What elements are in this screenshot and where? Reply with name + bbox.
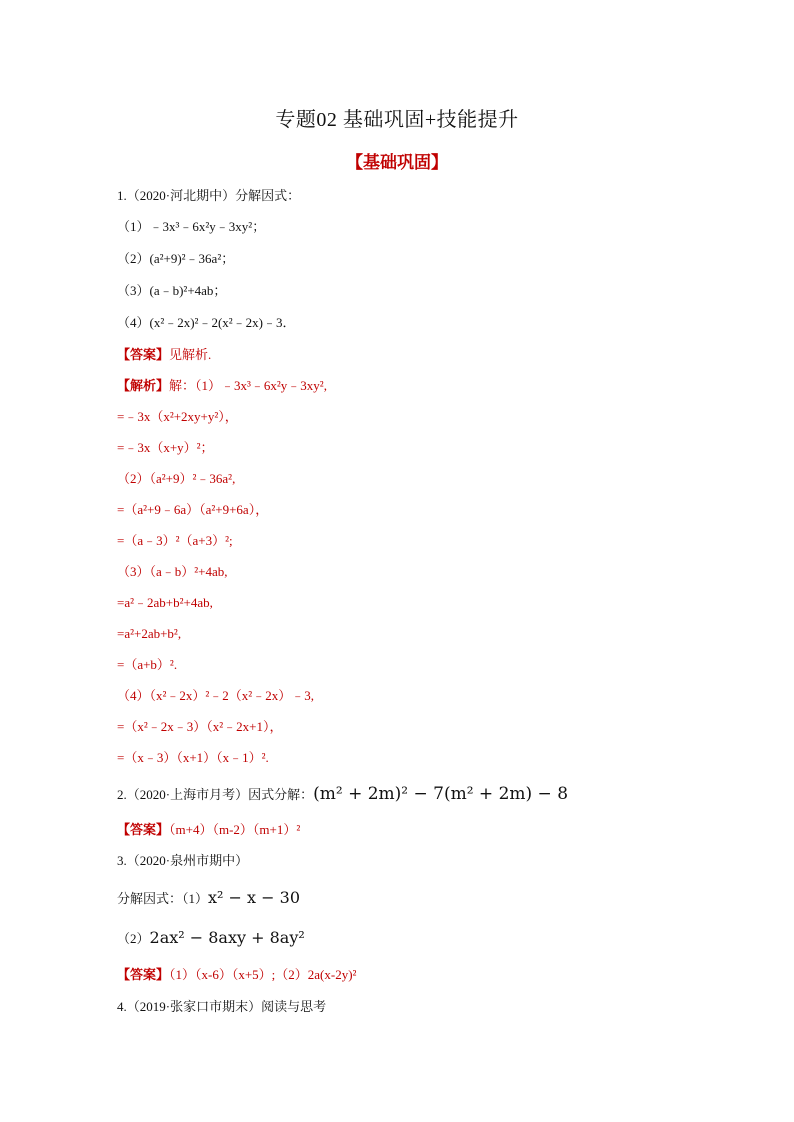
q1-analysis-line: =﹣3x（x²+2xy+y²）， [117, 409, 238, 424]
q3-prompt-2: （2） [117, 931, 150, 946]
q1-analysis-line: =a²+2ab+b², [117, 626, 182, 641]
q1-header: 1.（2020·河北期中）分解因式： [117, 188, 301, 203]
q1-answer-text: 见解析. [169, 347, 212, 362]
q3-answer [117, 967, 356, 983]
q2-header: 2.（2020·上海市月考）因式分解： [117, 787, 314, 802]
q3-expression-2: 2ax² − 8axy + 8ay² [149, 928, 305, 947]
q1-analysis-first [117, 378, 327, 394]
q3-part-2 [117, 930, 305, 947]
q4-header: 4.（2019·张家口市期末）阅读与思考 [117, 999, 327, 1014]
q1-analysis-line: =﹣3x（x+y）²； [117, 440, 214, 455]
q1-analysis-line: =a²﹣2ab+b²+4ab, [117, 595, 213, 610]
q1-item-2: （2）(a²+9)²﹣36a²； [117, 251, 235, 266]
section-heading: 【基础巩固】 [346, 153, 448, 173]
q1-analysis-line: =（a²+9﹣6a）（a²+9+6a）， [117, 502, 269, 517]
q1-item-4: （4）(x²﹣2x)²﹣2(x²﹣2x)﹣3． [117, 315, 296, 330]
q3-part-1 [117, 890, 300, 907]
answer-tag: 【答案】 [117, 822, 170, 837]
q3-expression-1: x² − x − 30 [208, 888, 300, 907]
q1-analysis-line: （2）（a²+9）²﹣36a², [117, 471, 236, 486]
q1-answer [117, 347, 211, 363]
q3-answer-text: （1）（x-6）（x+5）;（2）2a(x-2y)² [169, 967, 357, 982]
q1-analysis-line: =（a+b）². [117, 657, 178, 672]
q3-prompt: 分解因式：（1） [117, 891, 209, 906]
q2-line [117, 786, 568, 803]
q2-answer [117, 822, 300, 838]
q1-item-3: （3）(a﹣b)²+4ab； [117, 283, 227, 298]
q3-header: 3.（2020·泉州市期中） [117, 853, 249, 868]
q1-analysis-line: =（x﹣3）（x+1）（x﹣1）². [117, 750, 269, 765]
q1-analysis-first-text: 解：（1）﹣3x³﹣6x²y﹣3xy², [169, 378, 327, 393]
q2-expression: (m² + 2m)² − 7(m² + 2m) − 8 [313, 784, 569, 804]
q1-analysis-line: （3）（a﹣b）²+4ab, [117, 564, 228, 579]
analysis-tag: 【解析】 [117, 378, 170, 393]
page-title: 专题02 基础巩固+技能提升 [275, 109, 519, 131]
q1-analysis-line: =（x²﹣2x﹣3）（x²﹣2x+1）， [117, 719, 283, 734]
answer-tag: 【答案】 [117, 347, 170, 362]
q1-analysis-line: （4）（x²﹣2x）²﹣2（x²﹣2x）﹣3, [117, 688, 314, 703]
q1-item-1: （1）﹣3x³﹣6x²y﹣3xy²； [117, 219, 266, 234]
answer-tag: 【答案】 [117, 967, 170, 982]
q1-analysis-line: =（a﹣3）²（a+3）²; [117, 533, 233, 548]
q2-answer-text: （m+4）（m-2）（m+1）² [169, 822, 301, 837]
